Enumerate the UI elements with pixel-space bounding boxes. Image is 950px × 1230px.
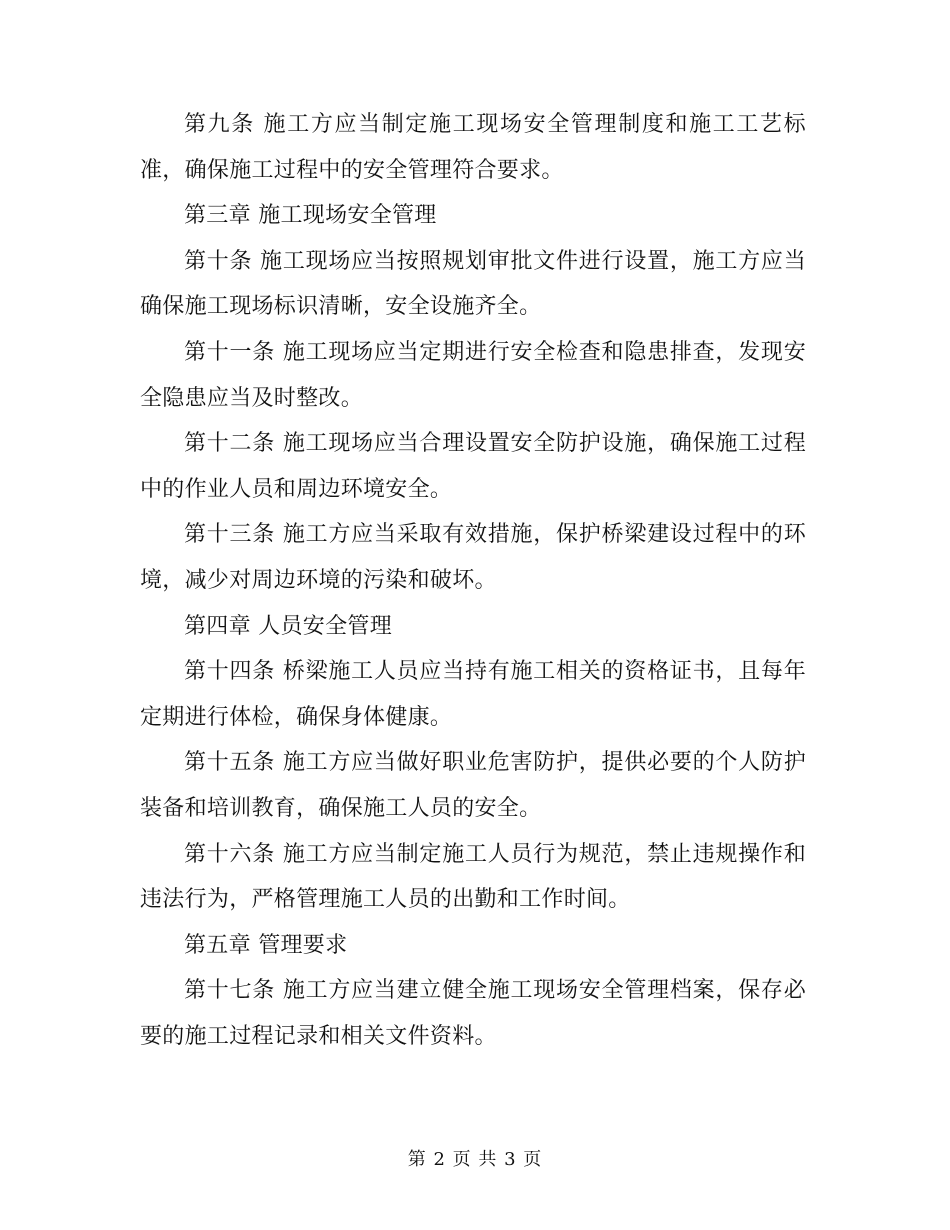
paragraph-article-10: 第十条 施工现场应当按照规划审批文件进行设置，施工方应当确保施工现场标识清晰，安全设施齐全。 — [140, 248, 806, 320]
paragraph-article-15: 第十五条 施工方应当做好职业危害防护，提供必要的个人防护装备和培训教育，确保施工人员的安全。 — [140, 750, 806, 821]
paragraph-article-9: 第九条 施工方应当制定施工现场安全管理制度和施工工艺标准，确保施工过程中的安全管理符合要求。 — [140, 112, 806, 183]
chapter-heading-3: 第三章 施工现场安全管理 — [184, 203, 437, 229]
paragraph-article-11: 第十一条 施工现场应当定期进行安全检查和隐患排查，发现安全隐患应当及时整改。 — [140, 339, 806, 411]
chapter-heading-4: 第四章 人员安全管理 — [184, 613, 392, 639]
page-number-footer: 第 2 页 共 3 页 — [407, 1149, 543, 1170]
paragraph-article-12: 第十二条 施工现场应当合理设置安全防护设施，确保施工过程中的作业人员和周边环境安全。 — [140, 431, 806, 502]
paragraph-article-13: 第十三条 施工方应当采取有效措施，保护桥梁建设过程中的环境，减少对周边环境的污染和破坏。 — [140, 522, 806, 593]
paragraph-article-16: 第十六条 施工方应当制定施工人员行为规范，禁止违规操作和违法行为，严格管理施工人员的出勤和工作时间。 — [140, 841, 806, 913]
chapter-heading-5: 第五章 管理要求 — [184, 932, 348, 958]
paragraph-article-17: 第十七条 施工方应当建立健全施工现场安全管理档案，保存必要的施工过程记录和相关文件资料。 — [140, 978, 806, 1049]
document-body — [140, 102, 806, 1059]
paragraph-article-14: 第十四条 桥梁施工人员应当持有施工相关的资格证书，且每年定期进行体检，确保身体健康。 — [140, 659, 806, 730]
